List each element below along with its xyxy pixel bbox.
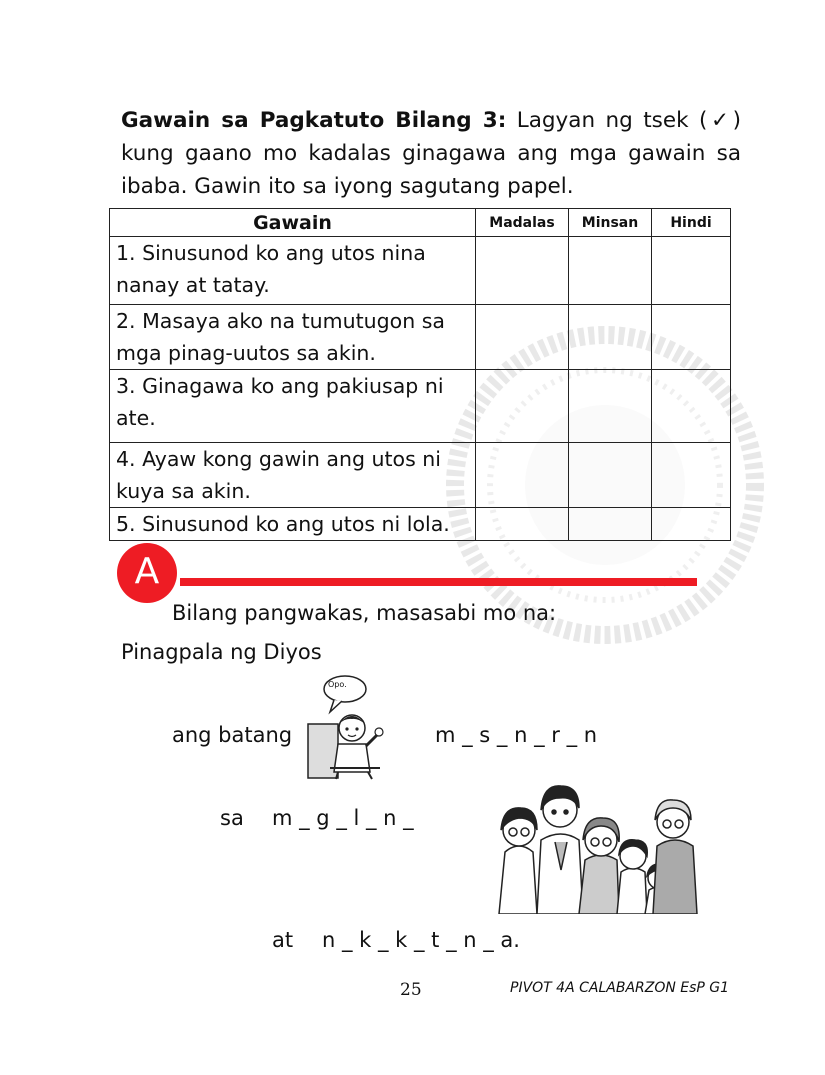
closing-line-3-prefix: sa xyxy=(220,806,244,830)
closing-line-1: Pinagpala ng Diyos xyxy=(121,640,322,664)
header-hindi: Hindi xyxy=(652,209,731,237)
row-text: 4. Ayaw kong gawin ang utos ni kuya sa akin. xyxy=(110,443,476,508)
blank-word-1: m _ s _ n _ r _ n xyxy=(435,723,598,747)
table-row xyxy=(110,305,731,370)
check-cell-hindi[interactable] xyxy=(652,370,731,443)
activity-title: Gawain sa Pagkatuto Bilang 3: xyxy=(121,108,507,133)
table-row xyxy=(110,237,731,305)
row-text: 3. Ginagawa ko ang pakiusap ni ate. xyxy=(110,370,476,443)
footer-source: PIVOT 4A CALABARZON EsP G1 xyxy=(510,980,730,996)
row-text: 5. Sinusunod ko ang utos ni lola. xyxy=(110,508,476,541)
section-a-badge: A xyxy=(117,543,177,603)
table-header-row xyxy=(110,209,731,237)
check-cell-madalas[interactable] xyxy=(476,370,569,443)
table-row xyxy=(110,370,731,443)
table-row xyxy=(110,443,731,508)
check-cell-madalas[interactable] xyxy=(476,508,569,541)
check-cell-minsan[interactable] xyxy=(569,237,652,305)
instruction-paragraph xyxy=(121,104,741,203)
header-madalas: Madalas xyxy=(476,209,569,237)
row-text: 2. Masaya ako na tumutugon sa mga pinag-uutos sa akin. xyxy=(110,305,476,370)
check-cell-minsan[interactable] xyxy=(569,508,652,541)
closing-line-2-prefix: ang batang xyxy=(172,723,293,747)
check-cell-madalas[interactable] xyxy=(476,305,569,370)
table-row xyxy=(110,508,731,541)
blank-word-2: m _ g _ l _ n _ xyxy=(272,806,414,830)
closing-intro: Bilang pangwakas, masasabi mo na: xyxy=(172,601,557,625)
check-cell-hindi[interactable] xyxy=(652,237,731,305)
check-cell-minsan[interactable] xyxy=(569,443,652,508)
check-cell-minsan[interactable] xyxy=(569,370,652,443)
header-gawain: Gawain xyxy=(110,209,476,237)
check-cell-madalas[interactable] xyxy=(476,237,569,305)
speech-bubble-text: Opo. xyxy=(328,680,347,689)
blank-word-3: n _ k _ k _ t _ n _ a. xyxy=(322,928,520,952)
activity-table xyxy=(109,208,731,541)
instruction-text: Lagyan ng tsek (✓) kung gaano mo kadalas ginagawa ang mga gawain sa ibaba. Gawin ito sa iyong sagutang papel. xyxy=(121,108,741,199)
check-cell-madalas[interactable] xyxy=(476,443,569,508)
check-cell-hindi[interactable] xyxy=(652,305,731,370)
closing-line-4-prefix: at xyxy=(272,928,294,952)
section-divider xyxy=(180,578,697,586)
check-cell-hindi[interactable] xyxy=(652,443,731,508)
check-cell-hindi[interactable] xyxy=(652,508,731,541)
row-text: 1. Sinusunod ko ang utos nina nanay at tatay. xyxy=(110,237,476,305)
check-cell-minsan[interactable] xyxy=(569,305,652,370)
family-illustration xyxy=(493,780,699,914)
page-number: 25 xyxy=(400,980,422,1000)
header-minsan: Minsan xyxy=(569,209,652,237)
